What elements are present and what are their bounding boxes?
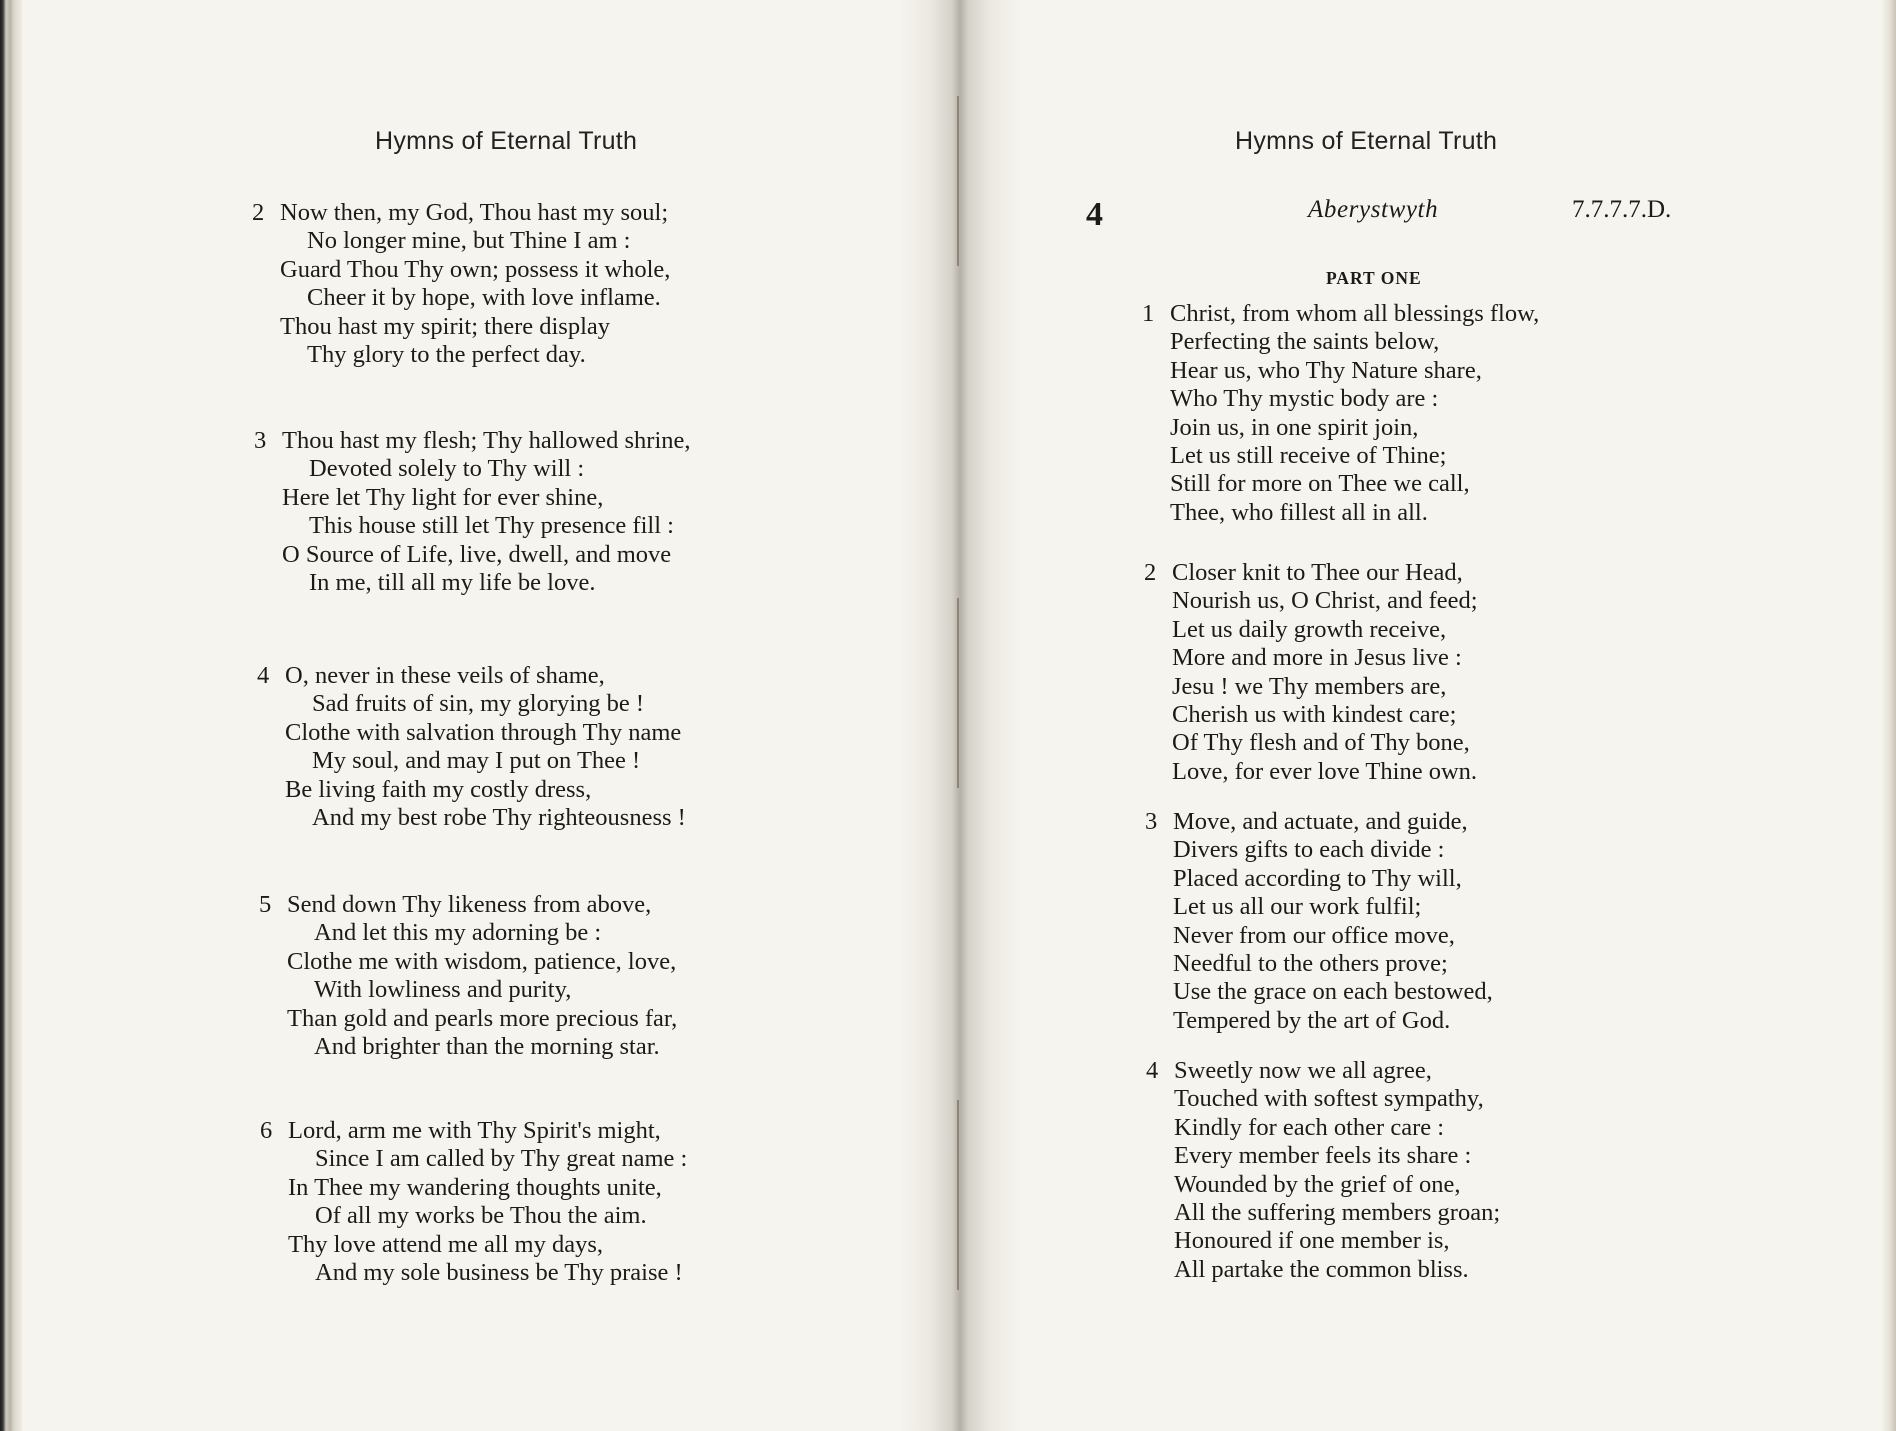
verse-line: Let us daily growth receive, bbox=[1172, 615, 1447, 643]
verse-line: Love, for ever love Thine own. bbox=[1172, 757, 1478, 785]
verse-line: Kindly for each other care : bbox=[1174, 1113, 1445, 1141]
verse-line: In Thee my wandering thoughts unite, bbox=[288, 1173, 662, 1201]
verse-line: Tempered by the art of God. bbox=[1173, 1006, 1451, 1034]
verse-line: With lowliness and purity, bbox=[314, 976, 572, 1004]
verse-line: Clothe me with wisdom, patience, love, bbox=[287, 947, 677, 975]
verse-line: Now then, my God, Thou hast my soul; bbox=[280, 199, 669, 226]
verse-number: 6 bbox=[260, 1117, 273, 1144]
verse-line: Of all my works be Thou the aim. bbox=[315, 1202, 647, 1230]
verse-line: Let us all our work fulfil; bbox=[1173, 893, 1422, 921]
verse-line: Here let Thy light for ever shine, bbox=[282, 483, 604, 511]
verse-line: Divers gifts to each divide : bbox=[1173, 836, 1445, 864]
hymn-number: 4 bbox=[1086, 196, 1103, 233]
verse-line: Every member feels its share : bbox=[1174, 1142, 1472, 1170]
verse-line: Closer knit to Thee our Head, bbox=[1172, 559, 1463, 586]
verse-line: Honoured if one member is, bbox=[1174, 1227, 1450, 1255]
binding-stitch bbox=[957, 96, 959, 266]
verse-line: No longer mine, but Thine I am : bbox=[307, 227, 631, 255]
verse-line: Thy glory to the perfect day. bbox=[307, 341, 586, 369]
verse-line: In me, till all my life be love. bbox=[309, 569, 596, 597]
verse-line: Still for more on Thee we call, bbox=[1170, 470, 1470, 498]
right-verse-4 bbox=[1146, 1057, 1500, 1284]
right-page-header: Hymns of Eternal Truth bbox=[1235, 127, 1498, 155]
verse-line: Thou hast my flesh; Thy hallowed shrine, bbox=[282, 427, 691, 454]
verse-line: Thee, who fillest all in all. bbox=[1170, 498, 1428, 526]
verse-line: O Source of Life, live, dwell, and move bbox=[282, 540, 672, 568]
verse-line: O, never in these veils of shame, bbox=[285, 662, 605, 689]
verse-line: Placed according to Thy will, bbox=[1173, 864, 1462, 892]
verse-line: Move, and actuate, and guide, bbox=[1173, 808, 1468, 835]
left-page-header: Hymns of Eternal Truth bbox=[375, 127, 638, 155]
verse-number: 2 bbox=[252, 199, 265, 226]
verse-line: My soul, and may I put on Thee ! bbox=[312, 747, 641, 775]
verse-number: 2 bbox=[1144, 559, 1157, 586]
left-verse-4 bbox=[257, 662, 686, 832]
binding-stitch bbox=[957, 598, 959, 788]
verse-line: All the suffering members groan; bbox=[1174, 1199, 1501, 1227]
verse-line: Touched with softest sympathy, bbox=[1174, 1085, 1484, 1113]
verse-line: Wounded by the grief of one, bbox=[1174, 1170, 1461, 1198]
verse-line: Than gold and pearls more precious far, bbox=[287, 1004, 678, 1032]
verse-line: And my best robe Thy righteousness ! bbox=[312, 804, 686, 832]
verse-line: Use the grace on each bestowed, bbox=[1173, 978, 1493, 1006]
verse-line: All partake the common bliss. bbox=[1174, 1255, 1469, 1283]
left-verse-5 bbox=[259, 891, 677, 1061]
binding-stitch bbox=[957, 1100, 959, 1290]
verse-line: This house still let Thy presence fill : bbox=[309, 512, 674, 540]
book-edge-left bbox=[0, 0, 22, 1431]
verse-number: 3 bbox=[1145, 808, 1158, 835]
right-verse-2 bbox=[1144, 559, 1478, 786]
verse-line: Sweetly now we all agree, bbox=[1174, 1057, 1432, 1084]
verse-line: Let us still receive of Thine; bbox=[1170, 442, 1447, 470]
verse-line: Devoted solely to Thy will : bbox=[309, 455, 585, 483]
verse-line: Send down Thy likeness from above, bbox=[287, 891, 652, 918]
verse-line: Who Thy mystic body are : bbox=[1170, 385, 1439, 413]
right-verse-3 bbox=[1145, 808, 1493, 1035]
book-edge-right bbox=[1882, 0, 1896, 1431]
left-verse-2 bbox=[252, 199, 670, 369]
part-title: PART ONE bbox=[1326, 268, 1422, 288]
verse-line: Christ, from whom all blessings flow, bbox=[1170, 300, 1540, 327]
verse-number: 5 bbox=[259, 891, 272, 918]
verse-line: Jesu ! we Thy members are, bbox=[1172, 672, 1447, 700]
book-gutter bbox=[900, 0, 1020, 1431]
verse-line: Thy love attend me all my days, bbox=[288, 1230, 604, 1258]
verse-line: And brighter than the morning star. bbox=[314, 1033, 660, 1061]
verse-number: 3 bbox=[254, 427, 267, 454]
verse-line: Never from our office move, bbox=[1173, 921, 1455, 949]
hymn-meter: 7.7.7.7.D. bbox=[1572, 196, 1672, 223]
verse-line: More and more in Jesus live : bbox=[1172, 644, 1462, 672]
verse-number: 4 bbox=[257, 662, 270, 689]
verse-line: And let this my adorning be : bbox=[314, 919, 602, 947]
verse-line: And my sole business be Thy praise ! bbox=[315, 1259, 683, 1287]
verse-line: Since I am called by Thy great name : bbox=[315, 1145, 688, 1173]
verse-line: Sad fruits of sin, my glorying be ! bbox=[312, 690, 645, 718]
verse-number: 4 bbox=[1146, 1057, 1159, 1084]
verse-line: Needful to the others prove; bbox=[1173, 950, 1448, 978]
verse-line: Of Thy flesh and of Thy bone, bbox=[1172, 729, 1470, 757]
verse-line: Nourish us, O Christ, and feed; bbox=[1172, 587, 1478, 615]
verse-line: Cherish us with kindest care; bbox=[1172, 701, 1457, 729]
tune-name: Aberystwyth bbox=[1308, 196, 1439, 223]
verse-line: Cheer it by hope, with love inflame. bbox=[307, 284, 661, 312]
verse-line: Clothe with salvation through Thy name bbox=[285, 718, 682, 746]
verse-line: Join us, in one spirit join, bbox=[1170, 413, 1419, 441]
left-verse-6 bbox=[260, 1117, 687, 1287]
verse-number: 1 bbox=[1142, 300, 1155, 327]
verse-line: Be living faith my costly dress, bbox=[285, 775, 592, 803]
verse-line: Perfecting the saints below, bbox=[1170, 328, 1440, 356]
verse-line: Guard Thou Thy own; possess it whole, bbox=[280, 255, 671, 283]
verse-line: Hear us, who Thy Nature share, bbox=[1170, 356, 1482, 384]
verse-line: Lord, arm me with Thy Spirit's might, bbox=[288, 1117, 661, 1144]
verse-line: Thou hast my spirit; there display bbox=[280, 312, 611, 340]
right-verse-1 bbox=[1142, 300, 1539, 527]
left-verse-3 bbox=[254, 427, 691, 597]
